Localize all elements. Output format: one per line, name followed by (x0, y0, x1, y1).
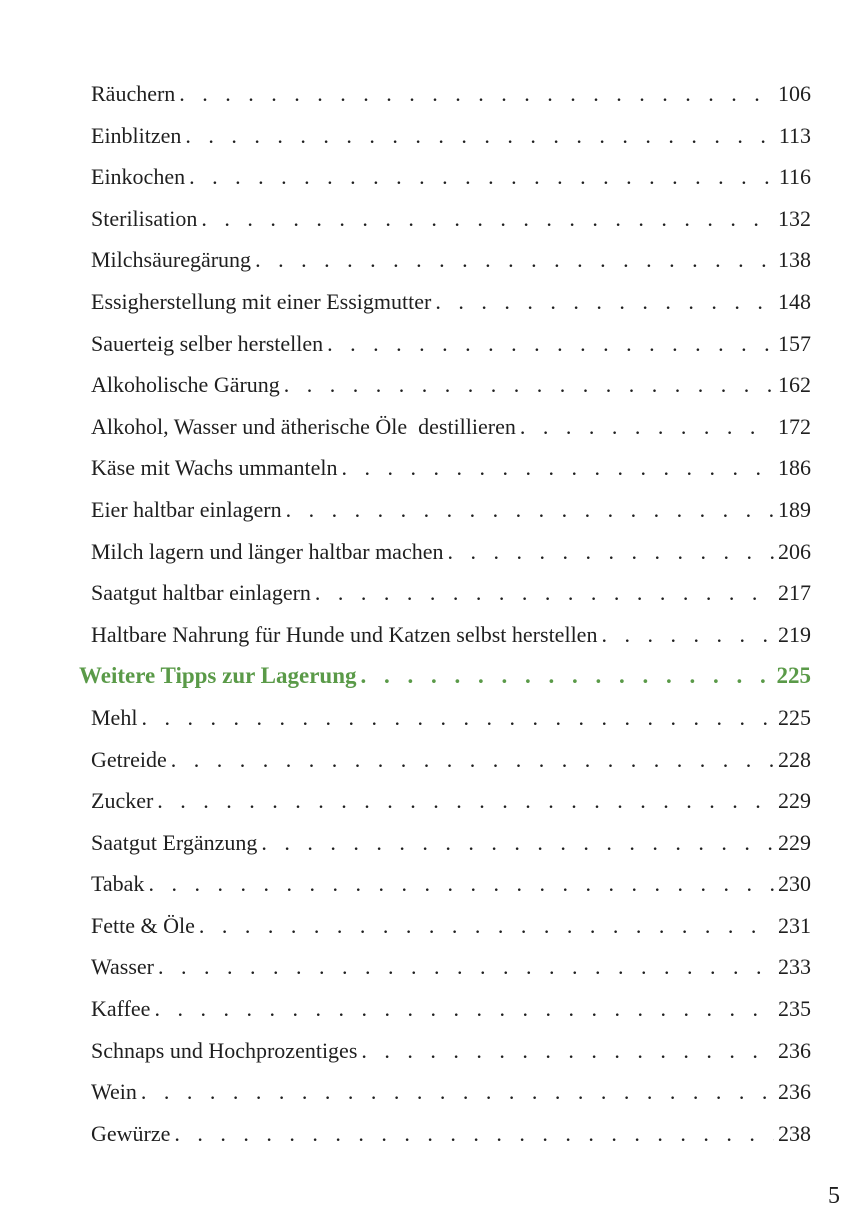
toc-entry-milchsaeuregaerung[interactable] (0, 239, 868, 281)
toc-dot-leader (435, 281, 774, 323)
table-of-contents (0, 73, 868, 1154)
toc-entry-tiernahrung[interactable] (0, 614, 868, 656)
toc-entry-page: 106 (778, 81, 811, 106)
toc-entry-title: Wasser (91, 954, 154, 980)
toc-entry-saatgut-ergaenzung[interactable] (0, 822, 868, 864)
toc-entry-page: 236 (778, 1079, 811, 1105)
toc-entry-kaffee[interactable] (0, 988, 868, 1030)
toc-entry-essigherstellung[interactable] (0, 281, 868, 323)
toc-section-title: Weitere Tipps zur Lagerung (79, 663, 357, 689)
toc-dot-leader (171, 739, 774, 781)
toc-entry-page: 157 (778, 330, 811, 356)
toc-entry-page: 236 (778, 1037, 811, 1063)
toc-dot-leader (185, 115, 774, 157)
toc-entry-title: Haltbare Nahrung für Hunde und Katzen selbst herstellen (91, 621, 598, 647)
toc-dot-leader (447, 531, 774, 573)
toc-entry-kaese-wachs[interactable] (0, 447, 868, 489)
toc-entry-page: 148 (778, 288, 811, 314)
toc-dot-leader (174, 1113, 774, 1155)
toc-dot-leader (141, 697, 774, 739)
toc-dot-leader (199, 905, 774, 947)
toc-entry-page: 233 (778, 954, 811, 980)
toc-section-page: 225 (776, 663, 811, 689)
toc-entry-title: Sterilisation (91, 205, 198, 231)
toc-dot-leader (520, 406, 774, 448)
toc-dot-leader (148, 863, 774, 905)
toc-entry-title: Getreide (91, 746, 167, 772)
toc-dot-leader (286, 489, 774, 531)
toc-entry-title: Milchsäuregärung (91, 247, 252, 273)
toc-entry-page: 172 (778, 413, 811, 439)
toc-entry-title: Saatgut Ergänzung (91, 829, 258, 855)
toc-entry-title: Essigherstellung mit einer Essigmutter (91, 288, 432, 314)
toc-entry-zucker[interactable] (0, 780, 868, 822)
toc-entry-page: 113 (778, 122, 811, 148)
toc-entry-sterilisation[interactable] (0, 198, 868, 240)
toc-dot-leader (189, 156, 775, 198)
toc-entry-title: Alkohol, Wasser und ätherische Öle destillieren (91, 413, 516, 439)
toc-entry-page: 238 (778, 1120, 811, 1146)
toc-entry-title: Schnaps und Hochprozentiges (91, 1037, 358, 1063)
toc-dot-leader (315, 572, 774, 614)
toc-entry-title: Gewürze (91, 1120, 171, 1146)
toc-entry-title: Eier haltbar einlagern (91, 496, 282, 522)
toc-dot-leader (255, 239, 774, 281)
toc-entry-getreide[interactable] (0, 739, 868, 781)
toc-dot-leader (261, 822, 774, 864)
toc-entry-eier[interactable] (0, 489, 868, 531)
toc-entry-title: Milch lagern und länger haltbar machen (91, 538, 444, 564)
toc-dot-leader (141, 1071, 774, 1113)
toc-entry-title: Fette & Öle (91, 912, 195, 938)
toc-entry-title: Tabak (91, 871, 145, 897)
toc-entry-title: Räuchern (91, 81, 176, 106)
toc-entry-einblitzen[interactable] (0, 115, 868, 157)
toc-entry-page: 219 (778, 621, 811, 647)
toc-entry-page: 229 (778, 788, 811, 814)
toc-entry-title: Sauerteig selber herstellen (91, 330, 324, 356)
toc-entry-page: 132 (778, 205, 811, 231)
toc-section-weitere-tipps[interactable] (0, 655, 868, 697)
toc-entry-title: Einkochen (91, 164, 186, 190)
toc-entry-sauerteig[interactable] (0, 323, 868, 365)
toc-entry-page: 231 (778, 912, 811, 938)
toc-entry-page: 138 (778, 247, 811, 273)
toc-entry-page: 186 (778, 455, 811, 481)
toc-dot-leader (601, 614, 774, 656)
toc-entry-title: Mehl (91, 704, 138, 730)
toc-dot-leader (158, 946, 774, 988)
toc-entry-milch[interactable] (0, 531, 868, 573)
toc-dot-leader (154, 988, 774, 1030)
toc-entry-page: 235 (778, 996, 811, 1022)
toc-entry-page: 189 (778, 496, 811, 522)
toc-entry-page: 162 (778, 372, 811, 398)
toc-entry-page: 230 (778, 871, 811, 897)
toc-entry-title: Wein (91, 1079, 137, 1105)
toc-entry-page: 206 (778, 538, 811, 564)
toc-entry-title: Saatgut haltbar einlagern (91, 580, 311, 606)
toc-dot-leader (157, 780, 774, 822)
toc-entry-wein[interactable] (0, 1071, 868, 1113)
toc-entry-destillieren[interactable] (0, 406, 868, 448)
toc-entry-fette-oele[interactable] (0, 905, 868, 947)
toc-entry-page: 228 (778, 746, 811, 772)
toc-dot-leader (284, 364, 774, 406)
toc-dot-leader (179, 73, 774, 115)
toc-dot-leader (361, 1030, 774, 1072)
toc-entry-page: 229 (778, 829, 811, 855)
page-number: 5 (828, 1183, 840, 1209)
toc-dot-leader (327, 323, 774, 365)
toc-entry-title: Kaffee (91, 996, 151, 1022)
toc-entry-title: Alkoholische Gärung (91, 372, 280, 398)
toc-entry-mehl[interactable] (0, 697, 868, 739)
toc-entry-gewuerze[interactable] (0, 1113, 868, 1155)
toc-dot-leader (342, 447, 775, 489)
toc-entry-page: 116 (778, 164, 811, 190)
toc-entry-alkoholische-gaerung[interactable] (0, 364, 868, 406)
toc-entry-title: Käse mit Wachs ummanteln (91, 455, 338, 481)
toc-dot-leader (361, 655, 773, 697)
toc-entry-saatgut[interactable] (0, 572, 868, 614)
toc-dot-leader (201, 198, 774, 240)
toc-entry-page: 225 (778, 704, 811, 730)
toc-entry-page: 217 (778, 580, 811, 606)
toc-entry-title: Einblitzen (91, 122, 182, 148)
toc-entry-tabak[interactable] (0, 863, 868, 905)
toc-entry-einkochen[interactable] (0, 156, 868, 198)
toc-entry-title: Zucker (91, 788, 154, 814)
toc-entry-wasser[interactable] (0, 946, 868, 988)
toc-entry-raeuchern[interactable] (0, 73, 868, 115)
toc-entry-schnaps[interactable] (0, 1030, 868, 1072)
